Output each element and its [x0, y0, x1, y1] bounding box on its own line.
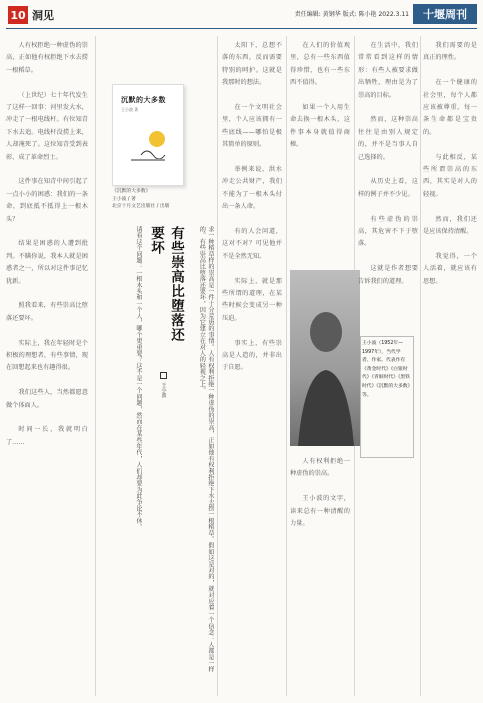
column-divider	[217, 36, 218, 696]
column-divider	[420, 36, 421, 696]
paragraph: 在生活中，我们常常看到这样的情形：有些人被要求做出牺牲，理由是为了崇高的目标。	[358, 42, 418, 99]
paragraph: 事实上，有些崇高是人造的，并非出于自愿。	[222, 339, 282, 372]
paragraph: 照我看来，有些崇高比堕落还要坏。	[6, 302, 88, 322]
paragraph: 结果是困惑的人遭到批判。不瞒你说，我本人就是困惑者之一，所以对这件事记忆犹新。	[6, 240, 88, 285]
paragraph: 时间一长，我就明白了……	[6, 426, 88, 446]
paragraph: 实际上，我在年轻时是个积极的理想者，有些事情，现在回想起来也有趣得很。	[6, 339, 88, 372]
paragraph: 在一个健康的社会里，每个人都应该被尊重，每一条生命都是宝贵的。	[423, 79, 477, 136]
header-rule	[6, 28, 477, 29]
article-column-5	[290, 40, 350, 270]
vertical-text-column: 求一种稻草样的崇高是一件十分荒唐的事情。人有权利拒绝一种虚伪的崇高，正如他有权利拒绝下水去捞一根稻草。假如这是对的，就对应着一个信念：人都是一样的。有些崇高比堕落还要坏，因为它建立在对人的轻视之上。	[198, 226, 214, 673]
article-column-5b	[290, 456, 350, 686]
paragraph: （上世纪）七十年代发生了这样一回事：河里发大水，冲走了一根电线杆。有位知青下水去追。电线杆没捞上来，人却淹死了。这位知青受到表彰，成了革命烈士。	[6, 91, 88, 161]
author-photo	[290, 270, 360, 446]
paragraph: 王小波的文字，读来总有一种清醒的力量。	[290, 495, 350, 528]
column-divider	[95, 36, 96, 696]
paragraph: 我们需要的是真正的理性。	[423, 42, 477, 62]
article-column-4	[222, 40, 282, 680]
paragraph: 人有权拒绝一种虚伪的崇高，正如他有权拒绝下水去捞一根稻草。	[6, 42, 88, 74]
section-title: 洞见	[32, 9, 54, 22]
column-divider	[286, 36, 287, 696]
page-header	[0, 0, 483, 30]
paragraph: 在人们的价值观里，总有一些东西值得珍惜，也有一些东西不值得。	[290, 42, 350, 87]
article-column-1	[6, 40, 88, 695]
byline-author: 王小波	[160, 382, 167, 398]
paragraph: 在一个文明社会里，个人应该拥有一些底线——哪怕是极其简单的原则。	[222, 104, 282, 149]
book-cover	[112, 84, 184, 186]
paragraph: 太阳下，总想不落的东西，反而需要特别的呵护。这就是我那时的想法。	[222, 42, 282, 87]
paragraph: 如果一个人用生命去换一根木头，这件事本身就值得商榷。	[290, 104, 350, 149]
paragraph: 人有权利拒绝一种虚伪的崇高。	[290, 458, 350, 478]
paragraph: 与此相反，某些所谓崇高的东西，其实是对人的轻视。	[423, 153, 477, 198]
paragraph: 这就是作者想要告诉我们的道理。	[358, 265, 418, 285]
portrait-icon	[290, 270, 360, 446]
paragraph: 然而，这种崇高往往是由别人规定的，并不是当事人自己选择的。	[358, 116, 418, 161]
paragraph: 我觉得，一个人活着，就应该有思想。	[423, 252, 477, 285]
photo-caption: 王小波（1952年—1997年），当代学者、作家。代表作有《黄金时代》《白银时代》《青铜时代》《黑铁时代》《沉默的大多数》等。	[362, 341, 410, 398]
paragraph: 然而，我们还是应该保持清醒。	[423, 215, 477, 236]
article-column-7	[423, 40, 477, 680]
book-cover-title: 沉默的大多数	[121, 95, 166, 104]
page-number: 10	[8, 6, 28, 24]
paragraph: 这件事在知青中间引起了一点小小的困惑：我们的一条命，到底抵不抵得上一根木头？	[6, 178, 88, 223]
paragraph: 我们这些人，当然都愿意做个体面人。	[6, 389, 88, 409]
book-illustration-icon	[121, 125, 175, 177]
book-cover-author: 王小波 著	[121, 107, 139, 112]
editor-meta: 责任编辑: 黄钢华 版式: 陈小艳 2022.3.11	[294, 11, 409, 18]
brand-logo: 十堰周刊	[413, 4, 477, 24]
book-caption: 《沉默的大多数》 王小波 / 著 北京十月文艺出版社 / 出版	[112, 189, 170, 209]
paragraph: 有些虚伪的崇高，其危害不下于堕落。	[358, 215, 418, 248]
article-headline: 有些崇高比堕落还要坏	[148, 226, 184, 342]
paragraph: 举例来说，洪水冲走公共财产，我们不能为了一根木头付出一条人命。	[222, 166, 282, 211]
paragraph: 实际上，就是那些所谓的道理，在某些时候会变成另一种压迫。	[222, 277, 282, 322]
paragraph: 有的人会问道，这对不对？可见他并不是全然无知。	[222, 228, 282, 260]
vertical-text-column: 请看这个问题：一根木头和一个人，哪个更重要？这不是一个问题，然而在某些年代，人们却要为此争论不休。	[135, 226, 142, 530]
article-column-6	[358, 40, 418, 680]
paragraph: 从历史上看，这样的例子并不少见。	[358, 178, 418, 198]
